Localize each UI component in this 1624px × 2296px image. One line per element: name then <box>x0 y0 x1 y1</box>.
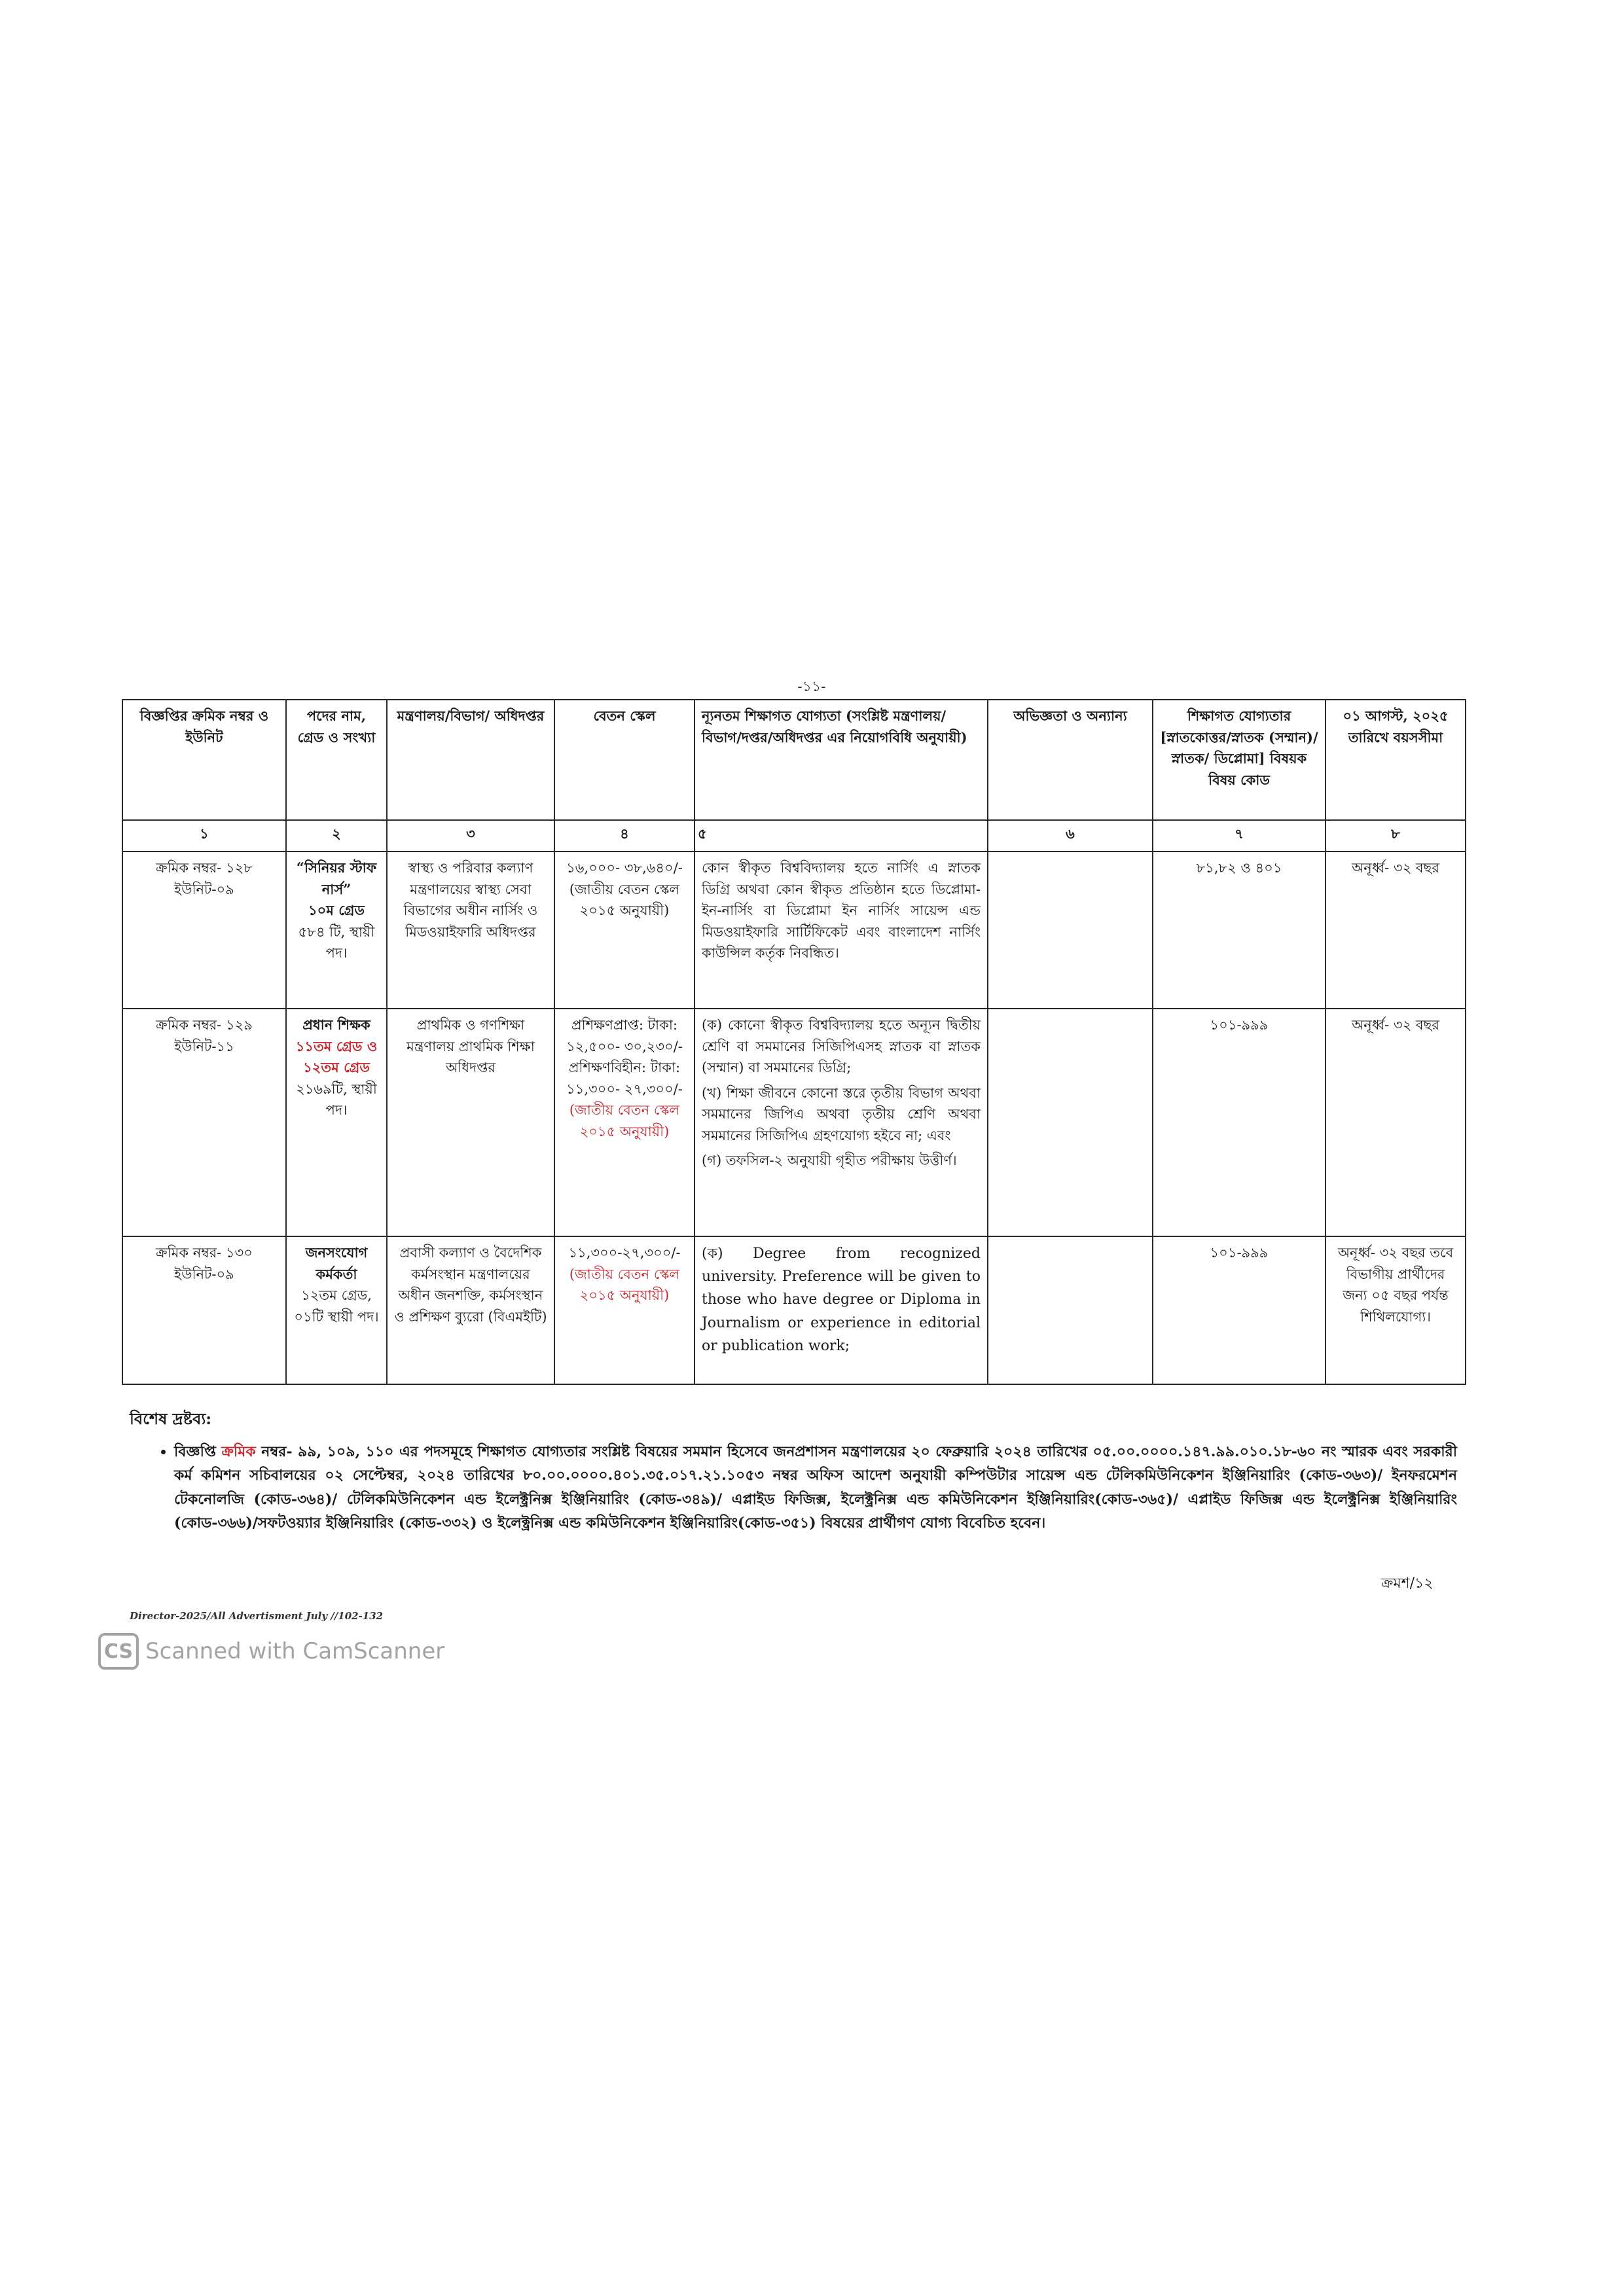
experience-cell <box>988 1236 1153 1384</box>
column-number: ৬ <box>988 820 1153 852</box>
header-row <box>122 700 1466 820</box>
special-notes-title: বিশেষ দ্রষ্টব্য: <box>130 1409 212 1428</box>
header-experience: অভিজ্ঞতা ও অন্যান্য <box>988 700 1153 820</box>
post-name: জনসংযোগ কর্মকর্তা <box>305 1244 368 1282</box>
post-cell <box>286 1009 387 1236</box>
table-row <box>122 1009 1466 1236</box>
column-number-row <box>122 820 1466 852</box>
post-name: প্রধান শিক্ষক <box>302 1016 370 1033</box>
salary-cell <box>554 852 695 1009</box>
experience-cell <box>988 852 1153 1009</box>
note-body: নম্বর- ৯৯, ১০৯, ১১০ এর পদসমূহে শিক্ষাগত যোগ্যতার সংশ্লিষ্ট বিষয়ের সমমান হিসেবে জনপ্রশাসন মন্ত্রণালয়ের ২০ ফেব্রুয়ারি ২০২৪ তারিখের ০৫.০০.০০০০.১৪৭.৯৯.০১০.১৮-৬০ নং স্মারক এবং সরকারী কর্ম কমিশন সচিবালয়ের ০২ সেপ্টেম্বর, ২০২৪ তারিখের ৮০.০০.০০০০.৪০১.৩৫.০১৭.২১.১০৫৩ নম্বর অফিস আদেশ অনুযায়ী কম্পিউটার সায়েন্স এন্ড টেলিকমিউনিকেশন ইঞ্জিনিয়ারিং (কোড-৩৬৩)/ ইনফরমেশন টেকনোলজি (কোড-৩৬৪)/ টেলিকমিউনিকেশন এন্ড ইলেক্ট্রনিক্স ইঞ্জিনিয়ারিং (কোড-৩৪৯)/ এপ্লাইড ফিজিক্স, ইলেক্ট্রনিক্স এন্ড কমিউনিকেশন ইঞ্জিনিয়ারিং(কোড-৩৬৫)/ এপ্লাইড ফিজিক্স এন্ড ইলেক্ট্রনিক্স ইঞ্জিনিয়ারিং (কোড-৩৬৬)/সফটওয়্যার ইঞ্জিনিয়ারিং (কোড-৩৩২) ও ইলেক্ট্রনিক্স এন্ড কমিউনিকেশন ইঞ্জিনিয়ারিং(কোড-৩৫১) বিষয়ের প্রার্থীগণ যোগ্য বিবেচিত হবেন। <box>174 1443 1457 1532</box>
salary-note: (জাতীয় বেতন স্কেল ২০১৫ অনুযায়ী) <box>569 1102 680 1139</box>
salary-note: (জাতীয় বেতন স্কেল ২০১৫ অনুযায়ী) <box>569 1266 680 1304</box>
header-age-limit: ০১ আগস্ট, ২০২৫ তারিখে বয়সসীমা <box>1326 700 1466 820</box>
qualification-cell: (ক) Degree from recognized university. Preference will be given to those who have degree or Diploma in Journalism or experience in editorial or publication work; <box>695 1236 988 1384</box>
subject-code-cell: ১০১-৯৯৯ <box>1153 1009 1326 1236</box>
subject-code-cell: ১০১-৯৯৯ <box>1153 1236 1326 1384</box>
column-number: ৭ <box>1153 820 1326 852</box>
serial-cell: ক্রমিক নম্বর- ১২৯ ইউনিট-১১ <box>122 1009 286 1236</box>
job-advertisement-table <box>122 699 1466 1385</box>
column-number: ৩ <box>387 820 554 852</box>
qualification-item: (ক) কোনো স্বীকৃত বিশ্ববিদ্যালয় হতে অন্যূন দ্বিতীয় শ্রেণি বা সমমানের সিজিপিএসহ স্নাতক বা স্নাতক (সম্মান) বা সমমানের ডিগ্রি; <box>702 1017 981 1076</box>
header-salary: বেতন স্কেল <box>554 700 695 820</box>
column-number: ৪ <box>554 820 695 852</box>
qualification-cell: কোন স্বীকৃত বিশ্ববিদ্যালয় হতে নার্সিং এ স্নাতক ডিগ্রি অথবা কোন স্বীকৃত প্রতিষ্ঠান হতে ডিপ্লোমা-ইন-নার্সিং বা ডিপ্লোমা ইন নার্সিং সায়েন্স এন্ড মিডওয়াইফারি সার্টিফিকেট এবং বাংলাদেশ নার্সিং কাউন্সিল কর্তৃক নিবন্ধিত। <box>695 852 988 1009</box>
salary-note: (জাতীয় বেতন স্কেল ২০১৫ অনুযায়ী) <box>569 881 680 919</box>
salary-range: ১৬,০০০- ৩৮,৬৪০/- <box>566 860 683 876</box>
ministry-cell: প্রবাসী কল্যাণ ও বৈদেশিক কর্মসংস্থান মন্ত্রণালয়ের অধীন জনশক্তি, কর্মসংস্থান ও প্রশিক্ষণ ব্যুরো (বিএমইটি) <box>387 1236 554 1384</box>
post-grade: ১১তম গ্রেড ও ১২তম গ্রেড <box>295 1037 378 1076</box>
continued-marker: ক্রমশ/১২ <box>1381 1575 1434 1592</box>
subject-code-cell: ৮১,৮২ ও ৪০১ <box>1153 852 1326 1009</box>
qualification-cell <box>695 1009 988 1236</box>
column-number: ১ <box>122 820 286 852</box>
salary-cell <box>554 1009 695 1236</box>
qualification-item: (গ) তফসিল-২ অনুযায়ী গৃহীত পরীক্ষায় উত্তীর্ণ। <box>702 1153 957 1169</box>
page-number: -১১- <box>797 679 826 695</box>
column-number: ৫ <box>695 820 988 852</box>
post-grade: ১০ম গ্রেড <box>308 902 365 919</box>
post-cell <box>286 852 387 1009</box>
header-subject-code: শিক্ষাগত যোগ্যতার [স্নাতকোত্তর/স্নাতক (সম্মান)/স্নাতক/ ডিপ্লোমা] বিষয়ক বিষয় কোড <box>1153 700 1326 820</box>
special-notes-list <box>154 1440 1457 1535</box>
footer-reference: Director-2025/All Advertisment July //102-132 <box>130 1610 384 1622</box>
header-qualification: ন্যূনতম শিক্ষাগত যোগ্যতা (সংশ্লিষ্ট মন্ত্রণালয়/বিভাগ/দপ্তর/অধিদপ্তর এর নিয়োগবিধি অনুযায়ী) <box>695 700 988 820</box>
column-number: ২ <box>286 820 387 852</box>
post-cell <box>286 1236 387 1384</box>
serial-cell: ক্রমিক নম্বর- ১৩০ ইউনিট-০৯ <box>122 1236 286 1384</box>
table-row <box>122 852 1466 1009</box>
header-ministry: মন্ত্রণালয়/বিভাগ/ অধিদপ্তর <box>387 700 554 820</box>
table-row <box>122 1236 1466 1384</box>
special-note-item <box>174 1440 1457 1535</box>
qualification-list <box>702 1014 981 1172</box>
age-limit-cell: অনূর্ধ্ব- ৩২ বছর তবে বিভাগীয় প্রার্থীদের জন্য ০৫ বছর পর্যন্ত শিথিলযোগ্য। <box>1326 1236 1466 1384</box>
experience-cell <box>988 1009 1153 1236</box>
post-count: ২১৬৯টি, স্থায়ী পদ। <box>296 1081 377 1119</box>
salary-range: প্রশিক্ষণপ্রাপ্ত: টাকা: ১২,৫০০- ৩০,২৩০/- প্রশিক্ষণবিহীন: টাকা: ১১,৩০০- ২৭,৩০০/- <box>566 1017 683 1097</box>
camscanner-watermark <box>98 1631 444 1672</box>
camscanner-text: Scanned with CamScanner <box>145 1638 445 1664</box>
age-limit-cell: অনূর্ধ্ব- ৩২ বছর <box>1326 1009 1466 1236</box>
ministry-cell: স্বাস্থ্য ও পরিবার কল্যাণ মন্ত্রণালয়ের স্বাস্থ্য সেবা বিভাগের অধীন নার্সিং ও মিডওয়াইফারি অধিদপ্তর <box>387 852 554 1009</box>
column-number: ৮ <box>1326 820 1466 852</box>
note-prefix: বিজ্ঞপ্তি <box>174 1443 216 1460</box>
camscanner-logo-icon: CS <box>98 1633 139 1670</box>
post-name: “সিনিয়র স্টাফ নার্স” <box>296 859 377 897</box>
post-count: ৫৮৪ টি, স্থায়ী পদ। <box>298 924 375 961</box>
note-highlight: ক্রমিক <box>221 1443 256 1460</box>
qualification-item: (খ) শিক্ষা জীবনে কোনো স্তরে তৃতীয় বিভাগ অথবা সমমানের জিপিএ অথবা তৃতীয় শ্রেণি অথবা সমমানের সিজিপিএ গ্রহণযোগ্য হইবে না; এবং <box>702 1085 981 1143</box>
header-serial: বিজ্ঞপ্তির ক্রমিক নম্বর ও ইউনিট <box>122 700 286 820</box>
post-count: ১২তম গ্রেড, ০১টি স্থায়ী পদ। <box>294 1287 379 1325</box>
serial-cell: ক্রমিক নম্বর- ১২৮ ইউনিট-০৯ <box>122 852 286 1009</box>
header-post: পদের নাম, গ্রেড ও সংখ্যা <box>286 700 387 820</box>
ministry-cell: প্রাথমিক ও গণশিক্ষা মন্ত্রণালয় প্রাথমিক শিক্ষা অধিদপ্তর <box>387 1009 554 1236</box>
salary-range: ১১,৩০০-২৭,৩০০/- <box>568 1245 681 1261</box>
age-limit-cell: অনূর্ধ্ব- ৩২ বছর <box>1326 852 1466 1009</box>
salary-cell <box>554 1236 695 1384</box>
